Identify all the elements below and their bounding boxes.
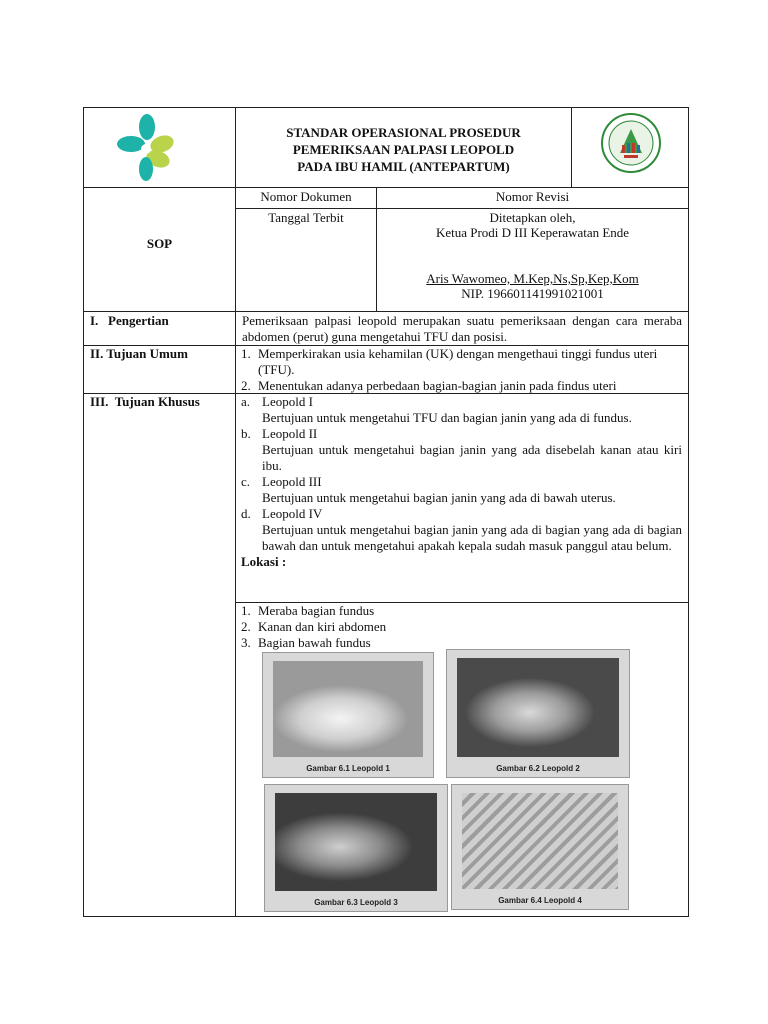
list-item-desc: Bertujuan untuk mengetahui bagian janin yang ada di bagian yang ada di bagian bawah dan untuk mengetahui apakah kepala sudah masuk panggul atau belum. xyxy=(262,522,682,553)
list-marker: a. xyxy=(241,394,251,409)
list-item-text: Kanan dan kiri abdomen xyxy=(258,619,387,634)
divider xyxy=(571,108,572,187)
politeknik-kesehatan-kupang-seal-icon xyxy=(600,111,662,175)
title-line: PADA IBU HAMIL (ANTEPARTUM) xyxy=(297,159,510,174)
pengertian-label: I. Pengertian xyxy=(90,313,169,328)
list-item: 1. Memperkirakan usia kehamilan (UK) dengan mengethaui tinggi fundus uteri (TFU). xyxy=(241,346,658,377)
tanggal-terbit-label: Tanggal Terbit xyxy=(268,210,344,225)
figure-caption: Gambar 6.2 Leopold 2 xyxy=(496,764,580,773)
list-item-text: Memperkirakan usia kehamilan (UK) dengan mengethaui tinggi fundus uteri (TFU). xyxy=(258,346,658,377)
sop-document xyxy=(83,107,689,917)
figure-leopold-3 xyxy=(264,784,448,912)
divider xyxy=(235,108,236,916)
figure-leopold-2 xyxy=(446,649,630,778)
list-marker: b. xyxy=(241,426,251,441)
photo-leopold-2 xyxy=(457,658,619,757)
list-item xyxy=(237,474,682,506)
nomor-dokumen-label: Nomor Dokumen xyxy=(260,189,352,204)
list-item: 2. Kanan dan kiri abdomen xyxy=(241,619,387,634)
title-line: PEMERIKSAAN PALPASI LEOPOLD xyxy=(292,142,515,157)
signer-name: Aris Wawomeo, M.Kep,Ns,Sp,Kep,Kom xyxy=(426,271,639,286)
lokasi-list xyxy=(237,603,682,651)
figure-caption: Gambar 6.1 Leopold 1 xyxy=(306,764,390,773)
tujuan-umum-list xyxy=(237,346,682,394)
sop-label: SOP xyxy=(146,236,173,251)
photo-leopold-3 xyxy=(275,793,437,891)
nomor-revisi-label: Nomor Revisi xyxy=(495,189,570,204)
list-item: 2. Menentukan adanya perbedaan bagian-bagian janin pada findus uteri xyxy=(241,378,617,393)
list-item-text: Menentukan adanya perbedaan bagian-bagian janin pada findus uteri xyxy=(258,378,617,393)
list-marker: d. xyxy=(241,506,251,521)
tujuan-khusus-label: III. Tujuan Khusus xyxy=(90,394,200,409)
list-item xyxy=(237,506,682,554)
list-item xyxy=(237,426,682,474)
list-item-title: Leopold IV xyxy=(262,506,323,521)
photo-leopold-1 xyxy=(273,661,423,757)
list-item: 3. Bagian bawah fundus xyxy=(241,635,371,650)
figure-caption: Gambar 6.4 Leopold 4 xyxy=(498,896,582,905)
figure-leopold-1 xyxy=(262,652,434,778)
list-item-desc: Bertujuan untuk mengetahui TFU dan bagian janin yang ada di fundus. xyxy=(262,410,632,425)
document-title xyxy=(236,124,571,175)
figure-leopold-4 xyxy=(451,784,629,910)
tujuan-umum-label: II. Tujuan Umum xyxy=(90,346,188,361)
photo-leopold-4 xyxy=(462,793,618,889)
title-line: STANDAR OPERASIONAL PROSEDUR xyxy=(286,125,521,140)
list-marker: c. xyxy=(241,474,251,489)
divider xyxy=(84,187,688,188)
list-item-text: Meraba bagian fundus xyxy=(258,603,375,618)
list-item-desc: Bertujuan untuk mengetahui bagian janin yang ada di bawah uterus. xyxy=(262,490,616,505)
list-item-title: Leopold II xyxy=(262,426,318,441)
ditetapkan-label: Ditetapkan oleh, xyxy=(489,210,576,225)
list-item xyxy=(237,394,682,426)
signer-nip: NIP. 196601141991021001 xyxy=(461,286,604,301)
list-item-text: Bagian bawah fundus xyxy=(258,635,371,650)
list-item-title: Leopold I xyxy=(262,394,313,409)
divider xyxy=(84,311,688,312)
list-item-desc: Bertujuan untuk mengetahui bagian janin yang ada disebelah kanan atau kiri ibu. xyxy=(262,442,682,473)
list-item: 1. Meraba bagian fundus xyxy=(241,603,375,618)
list-item-title: Leopold III xyxy=(262,474,322,489)
tujuan-khusus-list xyxy=(237,394,682,570)
divider xyxy=(235,208,688,209)
lokasi-label: Lokasi : xyxy=(241,554,287,569)
kemenkes-logo-icon xyxy=(114,111,174,183)
pengertian-text: Pemeriksaan palpasi leopold merupakan suatu pemeriksaan dengan cara meraba abdomen (perut) guna mengetahui TFU dan posisi. xyxy=(242,313,682,344)
ditetapkan-jabatan: Ketua Prodi D III Keperawatan Ende xyxy=(435,225,630,240)
figure-caption: Gambar 6.3 Leopold 3 xyxy=(314,898,398,907)
